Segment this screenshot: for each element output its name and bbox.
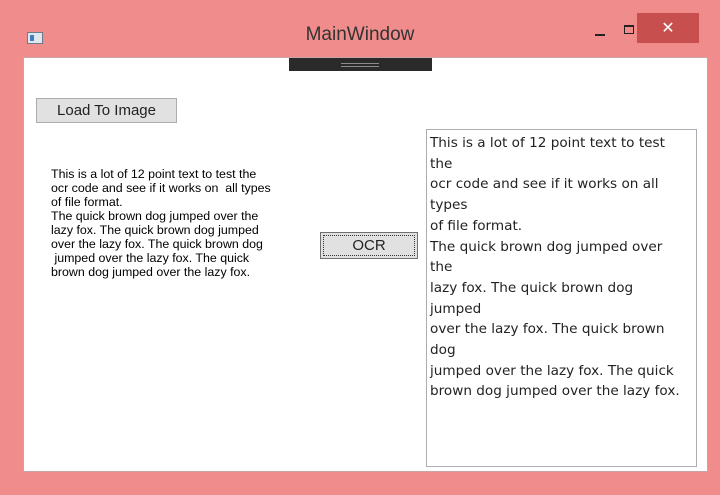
client-area: [23, 57, 708, 472]
image-preview-text: This is a lot of 12 point text to test the ocr code and see if it works on all types of file format. The quick brown dog jumped over the lazy fox. The quick brown dog jumped over the lazy fox. The quick brown dog jumped over the lazy fox. The quick brown dog jumped over the lazy fox.: [51, 167, 271, 279]
load-image-button[interactable]: Load To Image: [36, 98, 177, 123]
window-title: MainWindow: [305, 24, 415, 45]
close-button[interactable]: [637, 13, 699, 43]
close-icon: ✕: [661, 20, 675, 37]
maximize-icon: [624, 25, 634, 34]
ocr-button-label: OCR: [352, 237, 386, 254]
title-bar[interactable]: [0, 0, 720, 57]
minimize-button[interactable]: [587, 15, 613, 44]
grip-line-bottom: [341, 66, 379, 67]
minimize-icon: [595, 34, 605, 36]
ocr-result-textbox[interactable]: [426, 129, 697, 467]
ocr-result-text: This is a lot of 12 point text to test the ocr code and see if it works on all types of file format. The quick brown dog jumped over the lazy fox. The quick brown dog jumped over the lazy fox. The quick brown dog jumped over the lazy fox. The quick brown dog jumped over the lazy fox.: [430, 135, 680, 400]
grip-line-top: [341, 63, 379, 64]
drag-handle[interactable]: [289, 58, 432, 71]
ocr-button[interactable]: [320, 232, 418, 259]
